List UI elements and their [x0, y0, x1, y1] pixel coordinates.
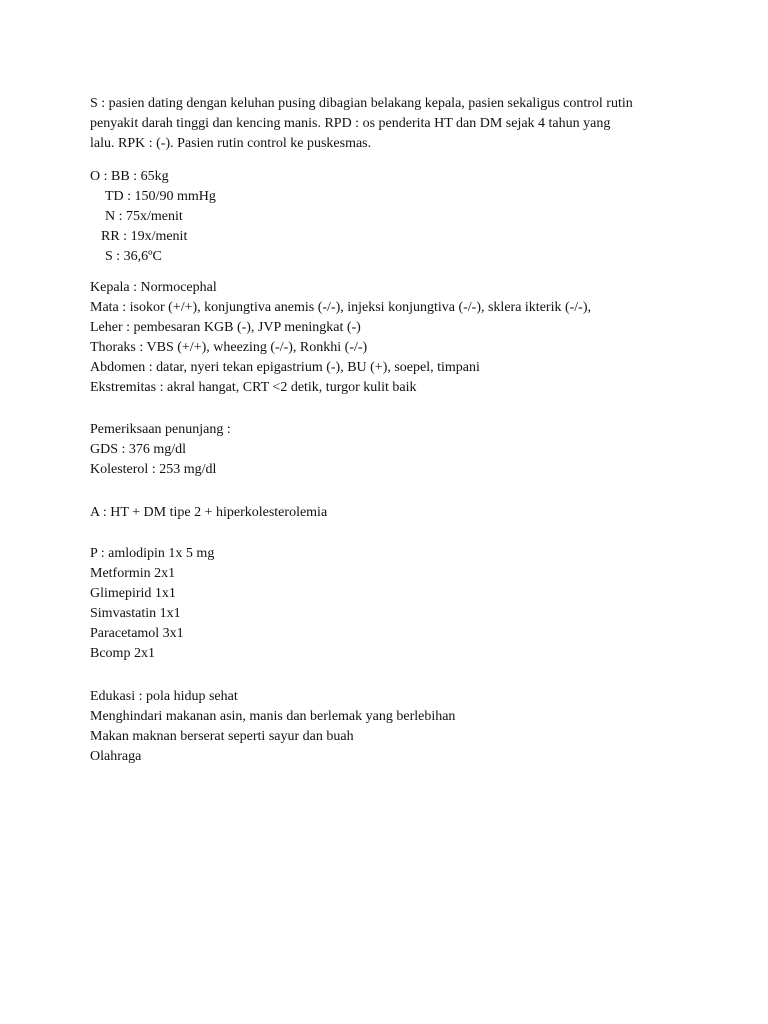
exam-line: Ekstremitas : akral hangat, CRT <2 detik, turgor kulit baik	[90, 380, 417, 395]
education-line: Makan maknan berserat seperti sayur dan buah	[90, 729, 354, 744]
plan-section	[90, 544, 710, 664]
objective-line: O : BB : 65kg	[90, 169, 169, 184]
subjective-section	[90, 94, 710, 154]
plan-line: Simvastatin 1x1	[90, 606, 181, 621]
plan-line: Bcomp 2x1	[90, 646, 155, 661]
objective-section	[90, 167, 710, 267]
education-line: Edukasi : pola hidup sehat	[90, 689, 238, 704]
objective-line: S : 36,6ºC	[105, 249, 162, 264]
exam-line: Leher : pembesaran KGB (-), JVP meningkat (-)	[90, 320, 361, 335]
exam-line: Kepala : Normocephal	[90, 280, 217, 295]
plan-line: Paracetamol 3x1	[90, 626, 184, 641]
supporting-exam-section	[90, 420, 710, 480]
subjective-line: penyakit darah tinggi dan kencing manis. RPD : os penderita HT dan DM sejak 4 tahun yang	[90, 116, 611, 131]
education-line: Menghindari makanan asin, manis dan berlemak yang berlebihan	[90, 709, 456, 724]
exam-line: Abdomen : datar, nyeri tekan epigastrium (-), BU (+), soepel, timpani	[90, 360, 480, 375]
physical-exam-section	[90, 278, 710, 398]
objective-line: N : 75x/menit	[105, 209, 183, 224]
subjective-line: lalu. RPK : (-). Pasien rutin control ke puskesmas.	[90, 136, 372, 151]
plan-line: Glimepirid 1x1	[90, 586, 176, 601]
plan-line: P : amlodipin 1x 5 mg	[90, 546, 215, 561]
support-line: Pemeriksaan penunjang :	[90, 422, 231, 437]
assessment-section	[90, 503, 710, 523]
assessment-line: A : HT + DM tipe 2 + hiperkolesterolemia	[90, 505, 328, 520]
support-line: Kolesterol : 253 mg/dl	[90, 462, 217, 477]
education-section	[90, 687, 710, 767]
exam-line: Mata : isokor (+/+), konjungtiva anemis (-/-), injeksi konjungtiva (-/-), sklera ikterik (-/-),	[90, 300, 591, 315]
education-line: Olahraga	[90, 749, 142, 764]
exam-line: Thoraks : VBS (+/+), wheezing (-/-), Ronkhi (-/-)	[90, 340, 368, 355]
objective-line: TD : 150/90 mmHg	[105, 189, 216, 204]
support-line: GDS : 376 mg/dl	[90, 442, 187, 457]
subjective-line: S : pasien dating dengan keluhan pusing dibagian belakang kepala, pasien sekaligus control rutin	[90, 96, 633, 111]
plan-line: Metformin 2x1	[90, 566, 176, 581]
objective-line: RR : 19x/menit	[101, 229, 188, 244]
